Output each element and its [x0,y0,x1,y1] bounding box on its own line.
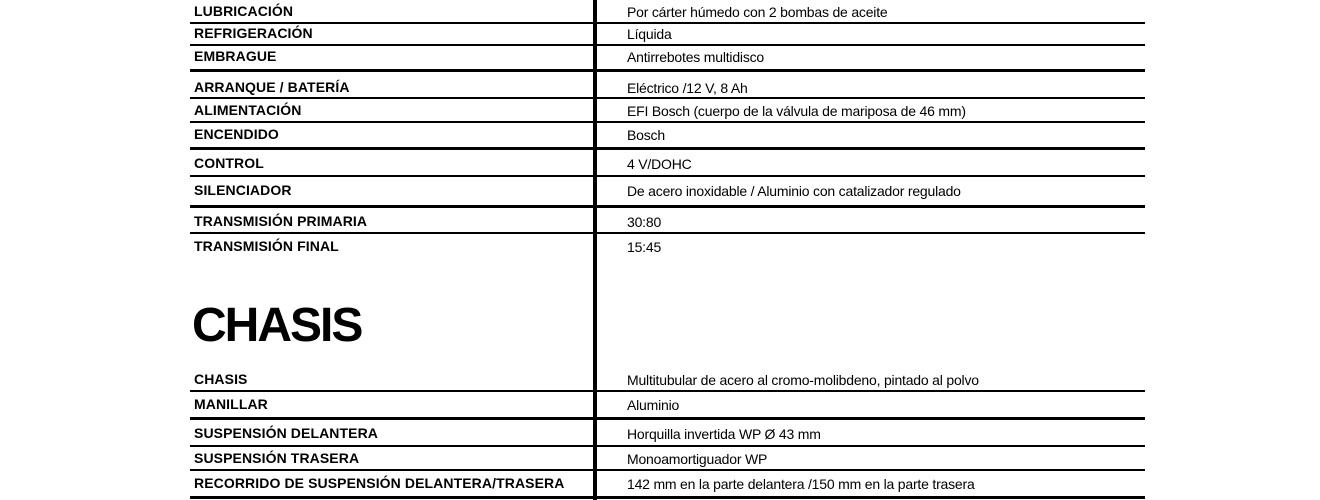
spec-label: CHASIS [194,371,248,387]
spec-value: 4 V/DOHC [627,156,692,172]
row-separator [597,390,1145,392]
spec-label: ENCENDIDO [194,126,279,142]
row-separator [190,175,593,177]
spec-label: ALIMENTACIÓN [194,102,302,118]
group-separator [597,69,1145,72]
group-separator [597,496,1145,499]
row-separator [597,22,1145,24]
group-separator [597,147,1145,150]
spec-value: 15:45 [627,239,662,255]
row-separator [190,445,593,447]
row-separator [190,44,593,46]
column-divider [593,0,597,500]
row-separator [597,97,1145,99]
spec-value: Antirrebotes multidisco [627,49,765,65]
group-separator [597,205,1145,208]
spec-value: Eléctrico /12 V, 8 Ah [627,80,748,96]
row-separator [597,121,1145,123]
row-separator [190,22,593,24]
spec-value: EFI Bosch (cuerpo de la válvula de mariposa de 46 mm) [627,103,966,119]
row-separator [597,44,1145,46]
group-separator [190,496,593,499]
spec-value: Aluminio [627,397,680,413]
group-separator [190,205,593,208]
group-separator [190,69,593,72]
spec-value: Bosch [627,127,665,143]
row-separator [597,232,1145,234]
row-separator [190,97,593,99]
group-separator [597,417,1145,420]
spec-label: SUSPENSIÓN TRASERA [194,450,360,466]
spec-label: TRANSMISIÓN FINAL [194,238,339,254]
row-separator [190,121,593,123]
row-separator [597,469,1145,471]
spec-value: Multitubular de acero al cromo-molibdeno, pintado al polvo [627,372,979,388]
spec-label: RECORRIDO DE SUSPENSIÓN DELANTERA/TRASERA [194,475,565,491]
group-separator [190,147,593,150]
spec-label: ARRANQUE / BATERÍA [194,79,350,95]
spec-label: REFRIGERACIÓN [194,25,313,41]
spec-value: Horquilla invertida WP Ø 43 mm [627,426,821,442]
spec-value: Monoamortiguador WP [627,451,768,467]
row-separator [190,469,593,471]
spec-label: EMBRAGUE [194,48,277,64]
spec-label: LUBRICACIÓN [194,3,294,19]
spec-label: SILENCIADOR [194,182,292,198]
spec-label: CONTROL [194,155,264,171]
spec-value: 30:80 [627,214,662,230]
spec-value: Líquida [627,26,672,42]
group-separator [190,417,593,420]
spec-label: MANILLAR [194,396,268,412]
section-title: CHASIS [192,299,362,352]
spec-value: 142 mm en la parte delantera /150 mm en la parte trasera [627,476,975,492]
row-separator [190,232,593,234]
spec-value: De acero inoxidable / Aluminio con catalizador regulado [627,183,961,199]
row-separator [597,175,1145,177]
spec-value: Por cárter húmedo con 2 bombas de aceite [627,4,888,20]
row-separator [190,390,593,392]
spec-label: SUSPENSIÓN DELANTERA [194,425,379,441]
spec-label: TRANSMISIÓN PRIMARIA [194,213,368,229]
row-separator [597,445,1145,447]
